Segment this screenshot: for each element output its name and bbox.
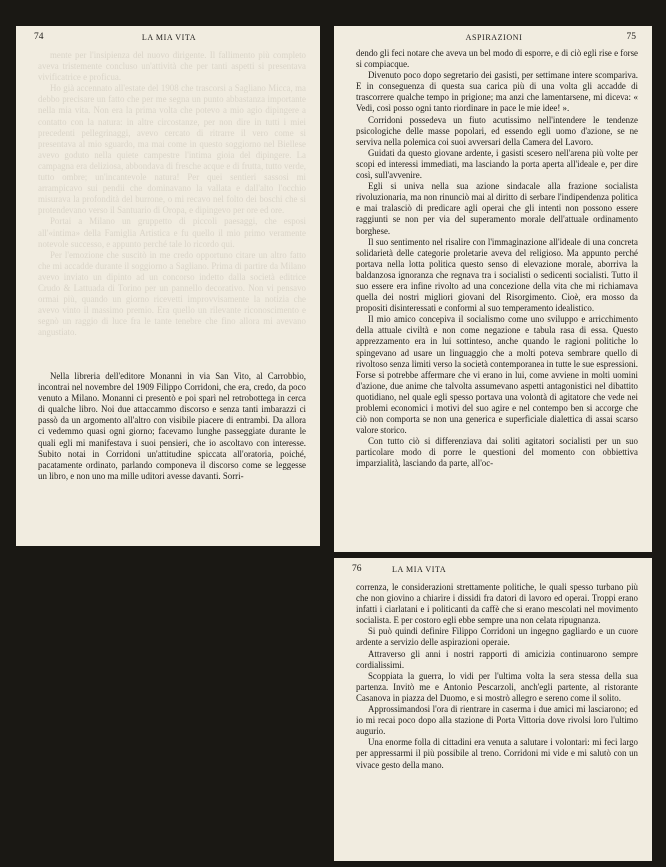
running-head: LA MIA VITA [141, 33, 197, 42]
page-header [352, 32, 636, 46]
ghost-paragraph: Portai a Milano un gruppetto di piccoli paesaggi, che esposi all'«intima» della Famiglia Artistica e fu quello il mio primo veramente notevole successo, e appunto perché tale lo ricordo qui. [38, 216, 306, 249]
paragraph: Approssimandosi l'ora di rientrare in caserma i due amici mi lasciarono; ed io mi recai poco dopo alla stazione di Porta Vittoria dove rivolsi loro l'ultimo augurio. [356, 704, 638, 737]
page-number: 76 [352, 564, 362, 574]
book-page-75 [334, 26, 652, 552]
page-number: 75 [626, 32, 636, 42]
page-header [352, 564, 636, 578]
paragraph: Guidati da questo giovane ardente, i gasisti scesero nell'arena più volte per scopi ed interessi immediati, ma lasciando la porta aperta all'ideale e, per dire così, sull'avvenire. [356, 147, 638, 181]
page-body [38, 371, 306, 482]
paragraph: Scoppiata la guerra, lo vidi per l'ultima volta la sera stessa della sua partenza. Invitò me e Antonio Pescarzoli, anch'egli partente, al ristorante Casanova in piazza del Duomo, e si mostrò allegro e sereno come il solito. [356, 670, 638, 703]
paragraph: Si può quindi definire Filippo Corridoni un ingegno gagliardo e un cuore ardente a servizio delle aspirazioni operaie. [356, 626, 638, 648]
paragraph: Egli si univa nella sua azione sindacale alla frazione socialista rivoluzionaria, ma non rinunciò mai al diritto di serbare l'indipendenza politica e mai tralasciò di predicare agli operai che gli intenti non possono essere raggiunti se non per via del superamento morale dell'attuale ordinamento borghese. [356, 181, 638, 236]
paragraph: Corridoni possedeva un fiuto acutissimo nell'intendere le tendenze psicologiche delle masse popolari, ed essendo egli uomo d'azione, se ne serviva nella polemica coi suoi avversari della Camera del Lavoro. [356, 114, 638, 147]
running-head: ASPIRAZIONI [465, 33, 523, 42]
bleed-through-text [38, 50, 306, 370]
book-page-76 [334, 558, 652, 861]
book-page-74 [16, 26, 320, 546]
paragraph: Una enorme folla di cittadini era venuta a salutare i volontari: mi feci largo per appressarmi il più possibile al treno. Corridoni mi vide e mi salutò con un vivace gesto della mano. [356, 737, 638, 770]
paragraph: Divenuto poco dopo segretario dei gasisti, per settimane intere scomparivа. E in conseguenza di questa sua carica più di una volta gli accadde di trascorrere qualche tempo in prigione; ma anzi che lamentarsene, mi diceva: « Vedi, così posso ogni tanto riordinare in pace le mie idee! ». [356, 70, 638, 114]
ghost-paragraph: Per l'emozione che suscitò in me credo opportuno citare un altro fatto che mi accadde durante il soggiorno a Sagliano. Prima di partire da Milano avevo inviato un dipinto ad un concorso indetto dalla società editrice Crudo & Lattuada di Torino per un pannello decorativo. Non vi pensavo ormai più, quando un giorno ricevetti improvvisamente la notizia che avevo vinto il massimo premio. Era quello un rilevante riconoscimento e segnò un raggio di luce fra le tante tenebre che fino allora mi avevano angustiato. [38, 249, 306, 338]
page-header [34, 32, 304, 46]
page-number: 74 [34, 32, 44, 42]
paragraph: Con tutto ciò si differenziava dai soliti agitatori socialisti per un suo particolare modo di porre le questioni del momento con obbiettiva imparzialità, lasciando da parte, all'oc- [356, 436, 638, 469]
paragraph: correnza, le considerazioni strettamente politiche, le quali spesso turbano più che non giovino a chiarire i dissidi fra datori di lavoro ed operai. Troppi erano infatti i ciarlatani e i politicanti da caffè che si erano mescolati nel movimento socialista. E per costoro egli ebbe sempre una non celata ripugnanza. [356, 582, 638, 626]
ghost-paragraph: Ho già accennato all'estate del 1908 che trascorsi a Sagliano Micca, ma debbo precisare un fatto che per me segna un punto abbastanza importante nella mia vita. Non era la prima volta che potevo a mio agio dipingere a contatto con la natura: in altre circostanze, per non dire in tutti i miei precedenti pellegrinaggi, avevo cercato di ritrarre il vero come si presentava al mio sguardo, ma mai come in questo soggiorno nel Biellese avevo goduto nella quiete campestre l'intima gioia del dipingere. La campagna era deliziosa, abbondava di fresche acque e di frutta, tutto verde, tutto ombre; un'incantevole natura! Per quei sentieri sassosi mi arrampicavo sui pendii che dominavano la vallata e dall'alto l'occhio misurava la profondità del burrone, o mi recavo nel folto dei boschi che si protendevano verso il Santuario di Oropa, e dipingevo per ore ed ore. [38, 83, 306, 216]
running-head: LA MIA VITA [392, 565, 447, 574]
ghost-paragraph: mente per l'insipienza del nuovo dirigente. Il fallimento più completo aveva tristemente concluso un'attività che per tanti aspetti si presentava vivificatrice e proficua. [38, 50, 306, 83]
page-body [356, 48, 638, 470]
page-body [356, 582, 638, 771]
paragraph: Il mio amico concepiva il socialismo come uno sviluppo e arricchimento della attuale civiltà e non come negazione e tabula rasa di essa. Questo apprezzamento era in lui sottinteso, anche quando le ragioni politiche lo spingevano ad usare un linguaggio che a molti poteva sembrare quello di rivoltoso senza limiti verso la società contemporanea in tutte le sue espressioni. Forse si potrebbe affermare che vi erano in lui, come avviene in molti uomini d'azione, due anime che talvolta assumevano aspetti antagonistici nel dibattito quotidiano, nel quale egli spesso portava una volontà di agitatore che vede nei problemi economici i motivi del suo agire e nel contempo ben si accorge che ciò non comporta se non una generica e superficiale dialettica di assai scarso valore storico. [356, 314, 638, 436]
paragraph: Nella libreria dell'editore Monanni in via San Vito, al Carrobbio, incontrai nel novembre del 1909 Filippo Corridoni, che era, credo, da poco venuto a Milano. Monanni ci presentò e poi sparì nel retrobottega in cerca di qualche libro. Noi due attaccammo discorso e senza tanti imbarazzi ci passò da un argomento all'altro con visibile piacere di entrambi. Da allora ci vedemmo quasi ogni giorno; facevamo lunghe passeggiate durante le quali egli mi manifestava i suoi pensieri, che io ascoltavo con interesse. Subito notai in Corridoni un'attitudine spiccata all'oratoria, poiché, pacatamente ordinato, parlando componeva il discorso come se leggesse un libro, e non uno ma mille uditori avesse davanti. Sorri- [38, 371, 306, 481]
paragraph: Attraverso gli anni i nostri rapporti di amicizia continuarono sempre cordialissimi. [356, 648, 638, 670]
paragraph: dendo gli feci notare che aveva un bel modo di esporre, e di ciò egli rise e forse si compiacque. [356, 48, 638, 70]
paragraph: Il suo sentimento nel risalire con l'immaginazione all'ideale di una concreta solidarietà delle categorie proletarie aveva del religioso. Ma appunto perché portava nella lotta politica questo senso di elevazione morale, aborriva la baldanzosa ignoranza che regnava tra i socialisti o sedicenti socialisti. Tutto il suo essere era infine rivolto ad una concezione della vita che mi richiamava quella dei nostri migliori giovani del Risorgimento. Cioè, era mosso da propositi disinteressati e conformi al suo temperamento idealistico. [356, 236, 638, 314]
